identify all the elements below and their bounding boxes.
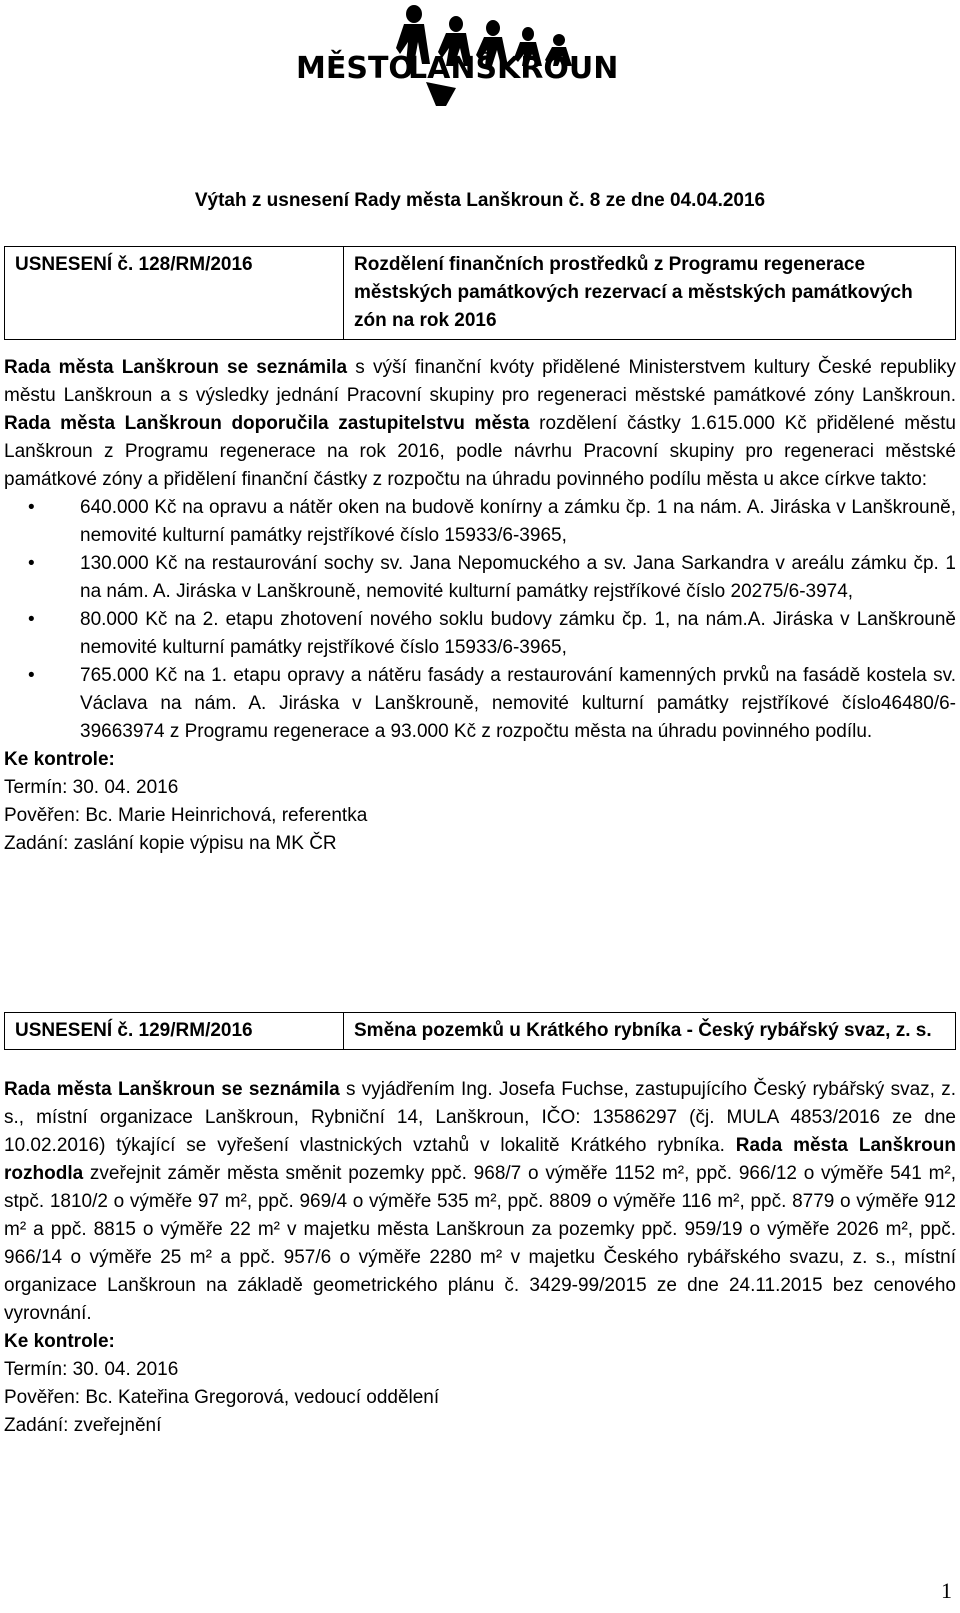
- list-item: • 765.000 Kč na 1. etapu opravy a nátěru fasády a restaurování kamenných prvků na fasádě kostela sv. Václava na nám. A. Jiráska v Lanškrouně, nemovité kulturní památky rejstříkové číslo46480/6-39663974 z Programu regenerace a 93.000 Kč z rozpočtu města na úhradu povinného podílu.: [4, 662, 956, 746]
- resolution-128-body: [4, 354, 956, 858]
- intro-text: s vyjádřením Ing. Josefa Fuchse, zastupujícího Český rybářský svaz, z. s., místní organizace Lanškroun, Rybniční 14, Lanškroun, IČO: 13586297 (čj. MULA 4853/2016 ze dne 10.02.2016) týkající se vyřešení vlastnických vztahů v lokalitě Krátkého rybníka.: [4, 1079, 956, 1156]
- control-label: Ke kontrole:: [4, 1331, 115, 1352]
- control-label: Ke kontrole:: [4, 749, 115, 770]
- resolution-text: [4, 354, 956, 494]
- intro-bold: Rada města Lanškroun se seznámila: [4, 357, 348, 378]
- resolution-number: USNESENÍ č. 128/RM/2016: [5, 247, 344, 340]
- control-assignment: Zadání: zveřejnění: [4, 1415, 162, 1436]
- decision-text: zveřejnit záměr města směnit pozemky ppč. 968/7 o výměře 1152 m², ppč. 966/12 o výměře 541 m², stpč. 1810/2 o výměře 97 m², ppč. 969/4 o výměře 535 m², ppč. 8809 o výměře 116 m², ppč. 8779 o výměře 912 m² a ppč. 8815 o výměře 22 m² v majetku města Lanškroun za pozemky ppč. 959/19 o výměře 2026 m², ppč. 966/14 o výměře 25 m² a ppč. 957/6 o výměře 2280 m² v majetku Českého rybářského svazu, z. s., místní organizace Lanškroun na základě geometrického plánu č. 3429-99/2015 ze dne 24.11.2015 bez cenového vyrovnání.: [4, 1163, 956, 1324]
- resolution-subject: Rozdělení finančních prostředků z Programu regenerace městských památkových rezervací a městských památkových zón na rok 2016: [344, 247, 956, 340]
- control-responsible: Pověřen: Bc. Kateřina Gregorová, vedoucí oddělení: [4, 1387, 440, 1408]
- logo-text-mesto: MĚSTO: [296, 51, 414, 86]
- decision-bold: Rada města Lanškroun doporučila zastupitelstvu města: [4, 413, 530, 434]
- decision-text: rozdělení částky 1.615.000 Kč přidělené městu Lanškroun z Programu regenerace na rok 2016, podle návrhu Pracovní skupiny pro regeneraci městské památkové zóny a přidělení finanční částky z rozpočtu na úhradu povinného podílu města u akce církve takto:: [4, 413, 956, 490]
- control-assignment: Zadání: zaslání kopie výpisu na MK ČR: [4, 833, 337, 854]
- list-item: • 130.000 Kč na restaurování sochy sv. Jana Nepomuckého a sv. Jana Sarkandra v areálu zámku čp. 1 na nám. A. Jiráska v Lanškrouně, nemovité kulturní památky rejstříkové číslo 20275/6-3974,: [4, 550, 956, 606]
- control-responsible: Pověřen: Bc. Marie Heinrichová, referentka: [4, 805, 368, 826]
- control-term: Termín: 30. 04. 2016: [4, 777, 179, 798]
- intro-text: s výší finanční kvóty přidělené Ministerstvem kultury České republiky městu Lanškroun a s výsledky jednání Pracovní skupiny pro regeneraci městské památkové zóny Lanškroun.: [4, 357, 956, 406]
- list-item: • 640.000 Kč na opravu a nátěr oken na budově konírny a zámku čp. 1 na nám. A. Jiráska v Lanškrouně, nemovité kulturní památky rejstříkové číslo 15933/6-3965,: [4, 494, 956, 550]
- allocation-list: [4, 494, 956, 746]
- resolution-129-header: [4, 1012, 956, 1050]
- resolution-129-body: [4, 1076, 956, 1440]
- resolution-text: [4, 1076, 956, 1328]
- document-title: Výtah z usnesení Rady města Lanškroun č. 8 ze dne 04.04.2016: [194, 190, 766, 211]
- mesto-lanskroun-logo: [296, 2, 646, 106]
- logo-text-lanskroun: LANŠKROUN: [408, 51, 619, 86]
- resolution-number: USNESENÍ č. 129/RM/2016: [5, 1013, 344, 1050]
- control-term: Termín: 30. 04. 2016: [4, 1359, 179, 1380]
- resolution-128-header: [4, 246, 956, 340]
- list-item: • 80.000 Kč na 2. etapu zhotovení nového soklu budovy zámku čp. 1, na nám.A. Jiráska v Lanškrouně nemovité kulturní památky rejstříkové číslo 15933/6-3965,: [4, 606, 956, 662]
- intro-bold: Rada města Lanškroun se seznámila: [4, 1079, 340, 1100]
- decision-bold: Rada města Lanškroun rozhodla: [4, 1135, 956, 1184]
- page-number: 1: [941, 1578, 952, 1603]
- resolution-subject: Směna pozemků u Krátkého rybníka - Český rybářský svaz, z. s.: [344, 1013, 956, 1050]
